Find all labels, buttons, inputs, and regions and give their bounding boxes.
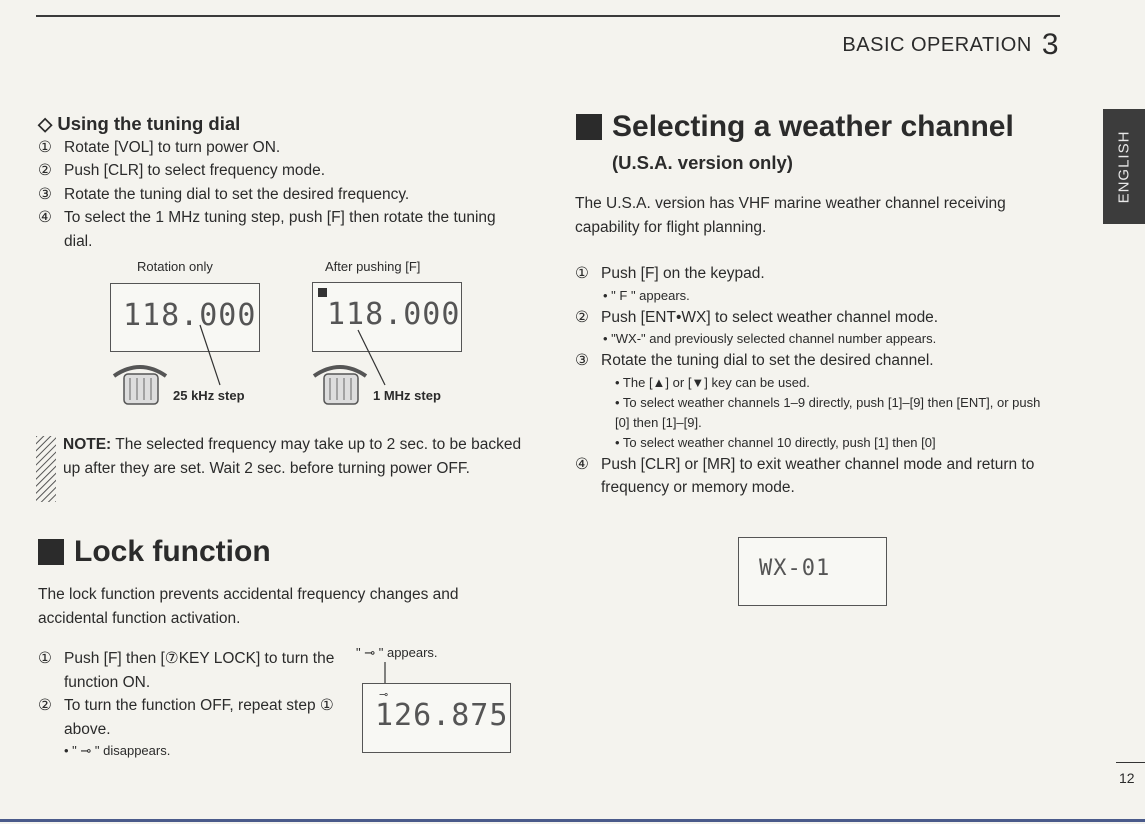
step-number: ② (575, 308, 589, 326)
language-tab-label: ENGLISH (1115, 130, 1133, 203)
weather-steps (575, 262, 1057, 500)
weather-step3-bullet-2: • To select weather channels 1–9 directly, push [1]–[9] then [ENT], or push [0] then [1]–[9]. (615, 394, 1041, 430)
step-number: ① (38, 650, 52, 667)
weather-step1-bullet: • " F " appears. (603, 287, 690, 303)
tuning-step-1 (38, 136, 522, 160)
step-text: Push [F] on the keypad. (601, 265, 765, 282)
step-text: To turn the function OFF, repeat step ① above. (64, 697, 334, 738)
lock-steps (38, 647, 338, 761)
f-indicator-icon (318, 288, 327, 297)
step-text: Push [F] then [⑦KEY LOCK] to turn the function ON. (64, 650, 335, 691)
note-text: The selected frequency may take up to 2 sec. to be backed up after they are set. Wait 2 sec. before turning power OFF. (63, 436, 522, 477)
tuning-step-2 (38, 159, 522, 183)
lcd-weather-channel: WX-01 (759, 556, 831, 581)
lcd-lock-freq: 126.875 (375, 698, 509, 733)
note-hatch-icon (36, 436, 56, 502)
lock-heading (38, 535, 271, 569)
lcd-freq-left: 118.000 (123, 298, 257, 333)
heading-square-icon (576, 114, 602, 140)
weather-subtitle: (U.S.A. version only) (612, 152, 793, 173)
pointer-line-left (200, 325, 220, 385)
top-rule (36, 15, 1060, 17)
step-1mhz: 1 MHz step (373, 388, 441, 403)
bottom-rule (0, 819, 1145, 822)
lcd-weather (738, 537, 887, 606)
weather-step-4 (575, 453, 1057, 500)
lcd-lock (362, 683, 511, 753)
label-rotation-only: Rotation only (137, 259, 213, 274)
page-number-rule (1116, 762, 1145, 763)
lcd-freq-right: 118.000 (327, 297, 461, 332)
lock-step-2 (38, 694, 338, 741)
section-header (842, 28, 1059, 62)
lock-title: Lock function (74, 535, 271, 568)
language-tab (1103, 109, 1145, 224)
weather-title: Selecting a weather channel (612, 110, 1014, 143)
tuning-step-3 (38, 183, 522, 207)
chapter-number: 3 (1041, 28, 1059, 61)
tuning-step-4 (38, 206, 522, 253)
lock-appears: " ⊸ " appears. (356, 645, 438, 660)
weather-step3-bullet-1: • The [▲] or [▼] key can be used. (615, 374, 810, 390)
label-after-pushing: After pushing [F] (325, 259, 421, 274)
heading-square-icon (38, 539, 64, 565)
tuning-note (63, 433, 523, 480)
weather-step3-bullet-3: • To select weather channel 10 directly, push [1] then [0] (615, 434, 936, 450)
step-25khz: 25 kHz step (173, 388, 245, 403)
lock-intro: The lock function prevents accidental frequency changes and accidental function activation. (38, 586, 459, 627)
weather-heading (576, 110, 1014, 144)
step-number: ③ (575, 352, 589, 369)
note-label: NOTE: (63, 436, 112, 453)
weather-step-1 (575, 262, 1057, 286)
step-text: Rotate [VOL] to turn power ON. (64, 138, 281, 156)
step-number: ④ (38, 209, 52, 226)
key-lock-icon: ⊸ (379, 689, 389, 701)
lock-bullet: • " ⊸ " disappears. (64, 743, 171, 758)
step-text: To select the 1 MHz tuning step, push [F] then rotate the tuning dial. (64, 209, 496, 250)
weather-step-3 (575, 349, 1057, 373)
weather-intro: The U.S.A. version has VHF marine weather channel receiving capability for flight planning. (575, 195, 1006, 236)
tuning-section (38, 112, 522, 253)
step-number: ④ (575, 455, 589, 473)
step-number: ② (38, 162, 52, 179)
pointer-line-right (358, 330, 385, 385)
weather-step2-bullet: • "WX-" and previously selected channel number appears. (603, 331, 937, 346)
step-text: Push [CLR] or [MR] to exit weather channel mode and return to frequency or memory mode. (601, 455, 1035, 496)
tuning-heading: ◇ Using the tuning dial (38, 113, 241, 134)
step-text: Rotate the tuning dial to set the desired frequency. (64, 185, 410, 203)
tuning-dial-icon-right (314, 367, 366, 404)
weather-step-2 (575, 306, 1057, 330)
step-text: Push [ENT•WX] to select weather channel mode. (601, 308, 939, 326)
lock-step-1 (38, 647, 338, 694)
section-title: BASIC OPERATION (842, 34, 1032, 56)
step-number: ① (38, 138, 52, 156)
step-text: Rotate the tuning dial to set the desired channel. (601, 352, 934, 369)
tuning-dial-icon-left (114, 367, 166, 404)
page-number: 12 (1119, 770, 1135, 786)
step-number: ① (575, 265, 589, 282)
step-number: ③ (38, 185, 52, 203)
step-text: Push [CLR] to select frequency mode. (64, 162, 326, 179)
step-number: ② (38, 697, 52, 714)
